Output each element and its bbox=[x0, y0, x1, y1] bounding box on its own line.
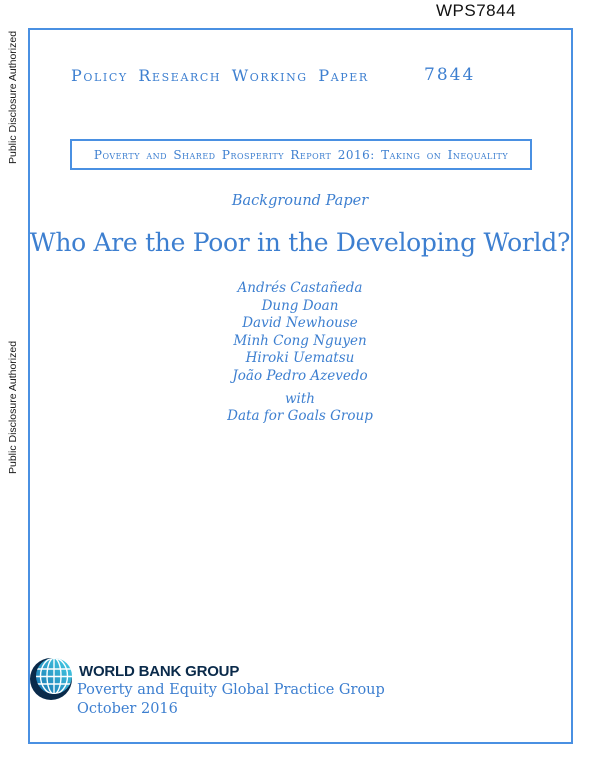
report-banner-text: Poverty and Shared Prosperity Report 2016: Taking on Inequality bbox=[93, 147, 509, 162]
wps-number: WPS7844 bbox=[436, 1, 517, 20]
practice-group-line: Poverty and Equity Global Practice Group bbox=[77, 682, 385, 698]
author-name: Minh Cong Nguyen bbox=[233, 332, 367, 349]
world-bank-globe-icon bbox=[30, 656, 74, 700]
cover-border-frame bbox=[28, 28, 573, 744]
author-name: David Newhouse bbox=[242, 315, 358, 332]
author-name: Hiroki Uematsu bbox=[245, 350, 355, 367]
public-disclosure-stamp-top: Public Disclosure Authorized bbox=[7, 30, 19, 164]
background-paper-label: Background Paper bbox=[231, 193, 369, 209]
publisher-name: WORLD BANK GROUP bbox=[79, 663, 240, 680]
with-label: with bbox=[285, 391, 315, 407]
author-list bbox=[0, 280, 600, 386]
author-name: João Pedro Azevedo bbox=[232, 367, 368, 384]
report-banner bbox=[70, 139, 532, 170]
paper-number: 7844 bbox=[424, 65, 476, 85]
series-title: Policy Research Working Paper bbox=[71, 66, 369, 85]
author-name: Dung Doan bbox=[261, 297, 339, 314]
public-disclosure-stamp-middle: Public Disclosure Authorized bbox=[7, 340, 19, 474]
publication-date: October 2016 bbox=[77, 701, 178, 717]
author-name: Andrés Castañeda bbox=[237, 280, 363, 296]
contributing-group: Data for Goals Group bbox=[227, 408, 373, 424]
paper-title: Who Are the Poor in the Developing World? bbox=[29, 228, 571, 257]
